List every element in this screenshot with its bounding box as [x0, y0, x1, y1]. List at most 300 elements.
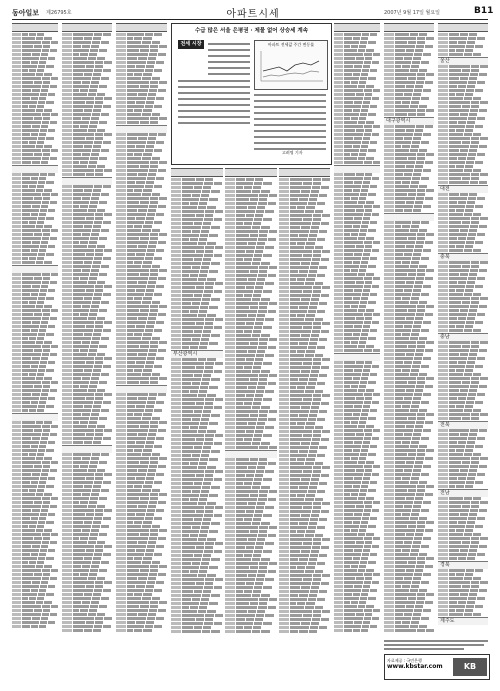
table-row [279, 586, 330, 589]
table-row [116, 597, 167, 600]
region-label [116, 125, 167, 133]
table-row [384, 241, 434, 244]
region-label [334, 165, 380, 173]
table-row [438, 153, 488, 156]
table-row [62, 529, 112, 532]
table-row [116, 321, 167, 324]
table-row [12, 541, 58, 544]
table-row [171, 250, 223, 253]
table-row [116, 257, 167, 260]
table-row [384, 577, 434, 580]
table-row [116, 621, 167, 624]
table-row [62, 513, 112, 516]
table-row [171, 506, 223, 509]
table-row [62, 605, 112, 608]
table-row [438, 77, 488, 80]
table-row [438, 85, 488, 88]
table-row [225, 270, 277, 273]
table-row [12, 181, 58, 184]
table-row [438, 313, 488, 316]
table-row [171, 458, 223, 461]
table-row [171, 378, 223, 381]
price-column [279, 168, 330, 635]
table-row [12, 397, 58, 400]
table-row [384, 317, 434, 320]
table-row [279, 470, 330, 473]
table-row [384, 509, 434, 512]
table-row [438, 541, 488, 544]
body-text-line [208, 67, 250, 69]
table-row [12, 125, 58, 128]
table-row [384, 537, 434, 540]
table-row [225, 310, 277, 313]
table-row [62, 305, 112, 308]
table-row [279, 246, 330, 249]
table-row [62, 45, 112, 48]
table-row [116, 541, 167, 544]
table-row [225, 458, 277, 461]
table-row [116, 613, 167, 616]
table-row [116, 521, 167, 524]
table-row [334, 253, 380, 256]
region-label [116, 385, 167, 393]
table-row [225, 554, 277, 557]
table-row [62, 273, 112, 276]
table-row [225, 542, 277, 545]
table-row [225, 570, 277, 573]
table-row [62, 541, 112, 544]
table-row [12, 429, 58, 432]
table-row [62, 593, 112, 596]
table-row [62, 453, 112, 456]
table-row [62, 517, 112, 520]
table-row [12, 33, 58, 36]
table-row [334, 513, 380, 516]
table-row [12, 317, 58, 320]
table-row [438, 273, 488, 276]
table-row [225, 262, 277, 265]
table-row [12, 141, 58, 144]
table-row [334, 225, 380, 228]
table-row [62, 617, 112, 620]
table-row [116, 377, 167, 380]
table-row [62, 165, 112, 168]
table-row [171, 334, 223, 337]
table-row [116, 537, 167, 540]
table-row [62, 353, 112, 356]
table-row [62, 297, 112, 300]
table-row [12, 493, 58, 496]
table-row [334, 133, 380, 136]
table-row [12, 461, 58, 464]
table-row [384, 597, 434, 600]
table-row [225, 466, 277, 469]
body-text-line [208, 73, 250, 75]
table-row [279, 622, 330, 625]
region-label: 전북 [438, 421, 488, 429]
table-row [384, 193, 434, 196]
table-row [225, 530, 277, 533]
table-row [438, 209, 488, 212]
table-row [12, 261, 58, 264]
table-row [384, 53, 434, 56]
table-row [334, 533, 380, 536]
table-row [171, 186, 223, 189]
table-row [334, 369, 380, 372]
table-row [384, 561, 434, 564]
table-row [438, 225, 488, 228]
table-row [334, 109, 380, 112]
table-row [171, 518, 223, 521]
table-row [62, 97, 112, 100]
table-row [62, 545, 112, 548]
body-text-line [178, 122, 250, 124]
table-row [12, 289, 58, 292]
table-row [12, 85, 58, 88]
table-row [12, 177, 58, 180]
table-row [438, 413, 488, 416]
table-row [384, 105, 434, 108]
table-row [334, 365, 380, 368]
table-row [334, 449, 380, 452]
table-row [116, 109, 167, 112]
table-row [225, 526, 277, 529]
table-row [116, 509, 167, 512]
table-row [279, 254, 330, 257]
table-row [384, 81, 434, 84]
table-row [279, 366, 330, 369]
table-row [12, 305, 58, 308]
table-row [279, 454, 330, 457]
table-row [116, 141, 167, 144]
table-row [116, 349, 167, 352]
table-row [225, 586, 277, 589]
table-row [334, 465, 380, 468]
table-row [12, 377, 58, 380]
table-row [62, 217, 112, 220]
table-row [62, 117, 112, 120]
table-row [384, 109, 434, 112]
table-row [171, 326, 223, 329]
table-row [116, 69, 167, 72]
table-row [384, 569, 434, 572]
table-row [171, 410, 223, 413]
table-row [62, 357, 112, 360]
table-row [438, 553, 488, 556]
table-row [334, 281, 380, 284]
table-row [279, 510, 330, 513]
table-row [334, 217, 380, 220]
table-row [384, 73, 434, 76]
table-row [384, 141, 434, 144]
table-row [384, 453, 434, 456]
table-row [438, 221, 488, 224]
table-row [225, 590, 277, 593]
table-row [12, 293, 58, 296]
table-row [384, 457, 434, 460]
table-row [116, 77, 167, 80]
table-row [438, 585, 488, 588]
column-header [334, 23, 380, 32]
table-row [279, 630, 330, 633]
table-row [334, 97, 380, 100]
table-row [225, 394, 277, 397]
table-row [116, 625, 167, 628]
table-row [62, 173, 112, 176]
table-row [171, 234, 223, 237]
table-row [384, 133, 434, 136]
table-row [171, 466, 223, 469]
table-row [334, 437, 380, 440]
column-header [438, 23, 488, 32]
table-row [62, 481, 112, 484]
table-row [225, 214, 277, 217]
table-row [279, 186, 330, 189]
table-row [116, 457, 167, 460]
price-column [116, 23, 167, 635]
table-row [116, 577, 167, 580]
table-row [116, 137, 167, 140]
table-row [279, 298, 330, 301]
table-row [116, 97, 167, 100]
table-row [171, 306, 223, 309]
table-row [279, 382, 330, 385]
table-row [334, 609, 380, 612]
table-row [384, 297, 434, 300]
table-row [12, 525, 58, 528]
table-row [438, 37, 488, 40]
table-row [171, 282, 223, 285]
column-header [384, 23, 434, 32]
table-row [12, 509, 58, 512]
table-row [116, 225, 167, 228]
table-row [225, 370, 277, 373]
table-row [12, 201, 58, 204]
table-row [12, 37, 58, 40]
table-row [225, 506, 277, 509]
table-row [116, 505, 167, 508]
table-row [384, 345, 434, 348]
table-row [116, 529, 167, 532]
table-row [279, 178, 330, 181]
table-row [116, 309, 167, 312]
table-row [384, 409, 434, 412]
table-row [12, 161, 58, 164]
table-row [438, 245, 488, 248]
table-row [12, 605, 58, 608]
table-row [62, 413, 112, 416]
table-row [384, 129, 434, 132]
table-row [384, 605, 434, 608]
table-row [384, 585, 434, 588]
table-row [384, 493, 434, 496]
table-row [334, 213, 380, 216]
table-row [334, 181, 380, 184]
table-row [12, 117, 58, 120]
table-row [62, 57, 112, 60]
table-row [171, 530, 223, 533]
table-row [334, 493, 380, 496]
table-row [384, 369, 434, 372]
table-row [116, 617, 167, 620]
table-row [334, 477, 380, 480]
table-row [171, 450, 223, 453]
table-row [116, 605, 167, 608]
table-row [225, 378, 277, 381]
table-row [116, 157, 167, 160]
body-text-line [178, 116, 250, 118]
table-row [225, 210, 277, 213]
table-row [334, 441, 380, 444]
table-row [171, 574, 223, 577]
price-column [438, 23, 488, 635]
table-row [62, 125, 112, 128]
table-row [62, 629, 112, 632]
table-row [334, 141, 380, 144]
table-row [225, 486, 277, 489]
table-row [12, 213, 58, 216]
table-row [334, 49, 380, 52]
table-row [12, 53, 58, 56]
table-row [279, 206, 330, 209]
table-row [116, 189, 167, 192]
table-row [62, 109, 112, 112]
table-row [438, 409, 488, 412]
table-row [12, 217, 58, 220]
body-text-line [178, 110, 250, 112]
table-row [12, 625, 58, 628]
table-row [384, 581, 434, 584]
table-row [116, 45, 167, 48]
table-row [62, 293, 112, 296]
region-label [334, 353, 380, 361]
table-row [225, 434, 277, 437]
table-row [334, 625, 380, 628]
table-row [116, 233, 167, 236]
table-row [438, 517, 488, 520]
column-header [12, 23, 58, 32]
table-row [279, 574, 330, 577]
table-row [12, 437, 58, 440]
table-row [225, 558, 277, 561]
table-row [279, 358, 330, 361]
table-row [12, 101, 58, 104]
table-row [62, 105, 112, 108]
table-row [116, 61, 167, 64]
table-row [12, 297, 58, 300]
table-row [334, 273, 380, 276]
table-row [225, 330, 277, 333]
table-row [384, 41, 434, 44]
table-row [62, 625, 112, 628]
table-row [438, 497, 488, 500]
table-row [384, 621, 434, 624]
region-label: 경북 [438, 561, 488, 569]
table-row [384, 421, 434, 424]
table-row [62, 321, 112, 324]
table-row [279, 194, 330, 197]
table-row [279, 602, 330, 605]
table-row [116, 329, 167, 332]
table-row [225, 426, 277, 429]
table-row [334, 621, 380, 624]
table-row [384, 137, 434, 140]
table-row [334, 485, 380, 488]
table-row [12, 581, 58, 584]
table-row [384, 349, 434, 352]
table-row [279, 550, 330, 553]
table-row [116, 333, 167, 336]
table-row [334, 549, 380, 552]
table-row [116, 473, 167, 476]
table-row [279, 342, 330, 345]
table-row [62, 509, 112, 512]
table-row [171, 314, 223, 317]
table-row [12, 241, 58, 244]
table-row [171, 434, 223, 437]
table-row [12, 325, 58, 328]
table-row [12, 465, 58, 468]
table-row [225, 566, 277, 569]
table-row [225, 618, 277, 621]
table-row [225, 206, 277, 209]
table-row [384, 265, 434, 268]
table-row [62, 65, 112, 68]
table-row [62, 501, 112, 504]
table-row [62, 577, 112, 580]
table-row [384, 153, 434, 156]
table-row [171, 610, 223, 613]
table-row [171, 418, 223, 421]
table-row [334, 277, 380, 280]
table-row [62, 73, 112, 76]
table-row [116, 353, 167, 356]
table-row [384, 497, 434, 500]
table-row [62, 521, 112, 524]
table-row [279, 538, 330, 541]
region-label [384, 213, 434, 221]
table-row [62, 429, 112, 432]
table-row [225, 538, 277, 541]
table-row [116, 169, 167, 172]
table-row [279, 426, 330, 429]
table-row [384, 629, 434, 632]
table-row [334, 129, 380, 132]
body-text-line [208, 61, 250, 63]
body-text-line [178, 104, 250, 106]
table-row [12, 361, 58, 364]
table-row [279, 558, 330, 561]
table-row [438, 577, 488, 580]
table-row [334, 381, 380, 384]
table-row [225, 422, 277, 425]
table-row [171, 490, 223, 493]
table-row [225, 386, 277, 389]
table-row [279, 594, 330, 597]
table-row [116, 381, 167, 384]
table-row [116, 173, 167, 176]
table-row [12, 153, 58, 156]
table-row [438, 465, 488, 468]
table-row [12, 225, 58, 228]
table-row [384, 309, 434, 312]
table-row [171, 614, 223, 617]
table-row [438, 461, 488, 464]
region-label: 부산광역시 [171, 350, 223, 358]
table-row [171, 550, 223, 553]
table-row [279, 626, 330, 629]
table-row [384, 181, 434, 184]
